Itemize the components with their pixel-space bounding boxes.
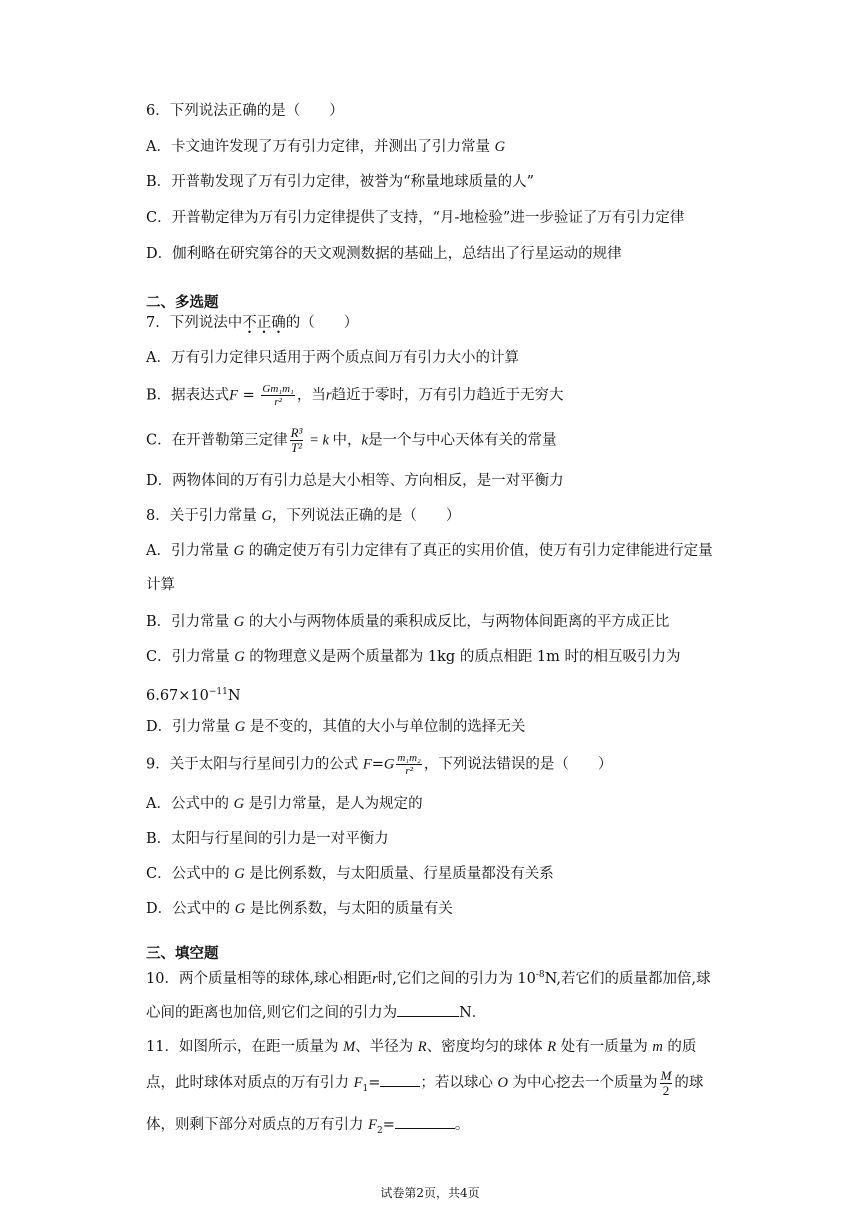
q11-fraction: $\frac{M}{2}$	[660, 1067, 672, 1098]
q7-c-fraction: $\frac{\text{R³}}{\text{T²}}$	[290, 425, 303, 455]
section-heading-multi-choice: 二、多选题	[146, 294, 219, 311]
q9-option-d: D．公式中的 G 是比例系数，与太阳的质量有关	[146, 901, 453, 917]
q8-stem: 8．关于引力常量 G，下列说法正确的是（ ）	[146, 508, 461, 524]
q9-option-c: C．公式中的 G 是比例系数，与太阳质量、行星质量都没有关系	[146, 866, 554, 882]
q9-fraction: $\frac{\text{m₁m₂}}{\text{r²}}$	[397, 752, 421, 777]
q6-option-a: A．卡文迪许发现了万有引力定律，并测出了引力常量 G	[146, 139, 506, 155]
q8-option-c-value: $6.67\times 10^{-11}N$	[146, 687, 241, 704]
q9-stem: 9．关于太阳与行星间引力的公式 F=G $\frac{\text{m₁m₂}}{\text{r²}}$ ，下列说法错误的是（ ）	[146, 752, 613, 777]
q6-option-b: B．开普勒发现了万有引力定律，被誉为“称量地球质量的人”	[146, 174, 534, 190]
q7-option-c: C．在开普勒第三定律 $\frac{\text{R³}}{\text{T²}}$ = k 中，k是一个与中心天体有关的常量	[146, 425, 557, 455]
section-heading-fill-blank: 三、填空题	[146, 945, 219, 962]
q9-option-a: A．公式中的 G 是引力常量，是人为规定的	[146, 796, 423, 812]
page-footer: 试卷第2页，共4页	[380, 1186, 480, 1200]
q7-option-a: A．万有引力定律只适用于两个质点间万有引力大小的计算	[146, 350, 519, 366]
q8-option-b: B．引力常量 G 的大小与两物体质量的乘积成反比，与两物体间距离的平方成正比	[146, 614, 670, 630]
q7-option-b: B．据表达式F = $\frac{\text{Gm₁m₁}}{\text{r²}}$ ，当r趋近于零时，万有引力趋近于无穷大	[146, 383, 564, 408]
q6-stem: 6．下列说法正确的是（ ）	[146, 103, 344, 119]
q6-option-c: C．开普勒定律为万有引力定律提供了支持，“月-地检验”进一步验证了万有引力定律	[146, 210, 685, 226]
q7-stem: 7．下列说法中不正确的（ ）	[146, 315, 359, 331]
q11-answer-blank-1[interactable]	[380, 1072, 420, 1087]
q11-answer-blank-2[interactable]	[395, 1114, 455, 1129]
q7-option-d: D．两物体间的万有引力总是大小相等、方向相反，是一对平衡力	[146, 473, 564, 489]
q6-option-d: D．伽利略在研究第谷的天文观测数据的基础上，总结出了行星运动的规律	[146, 246, 622, 262]
q10-answer-blank[interactable]	[397, 1002, 459, 1017]
q9-option-b: B．太阳与行星间的引力是一对平衡力	[146, 831, 389, 847]
q10-text: 10．两个质量相等的球体,球心相距r时,它们之间的引力为 $10^{-8}N$,若它们的质量都加倍,球心间的距离也加倍,则它们之间的引力为 N．	[146, 970, 711, 1021]
q8-option-c: C．引力常量 G 的物理意义是两个质量都为 1kg 的质点相距 1m 时的相互吸引力为	[146, 649, 681, 665]
q11-text: 11．如图所示，在距一质量为 M、半径为 R、密度均匀的球体 R 处有一质量为 m 的质点，此时球体对质点的万有引力 $F_1=$ ；若以球心 O 为中心挖去一个质量为 $\frac{M}{2}$ 的球体，则剩下部分对质点的万有引力 $F_2=$ 。	[146, 1039, 704, 1136]
q7-b-fraction: $\frac{\text{Gm₁m₁}}{\text{r²}}$	[262, 383, 294, 408]
q8-option-d: D．引力常量 G 是不变的，其值的大小与单位制的选择无关	[146, 719, 526, 735]
q8-option-a: A．引力常量 G 的确定使万有引力定律有了真正的实用价值，使万有引力定律能进行定量计算	[146, 543, 713, 593]
